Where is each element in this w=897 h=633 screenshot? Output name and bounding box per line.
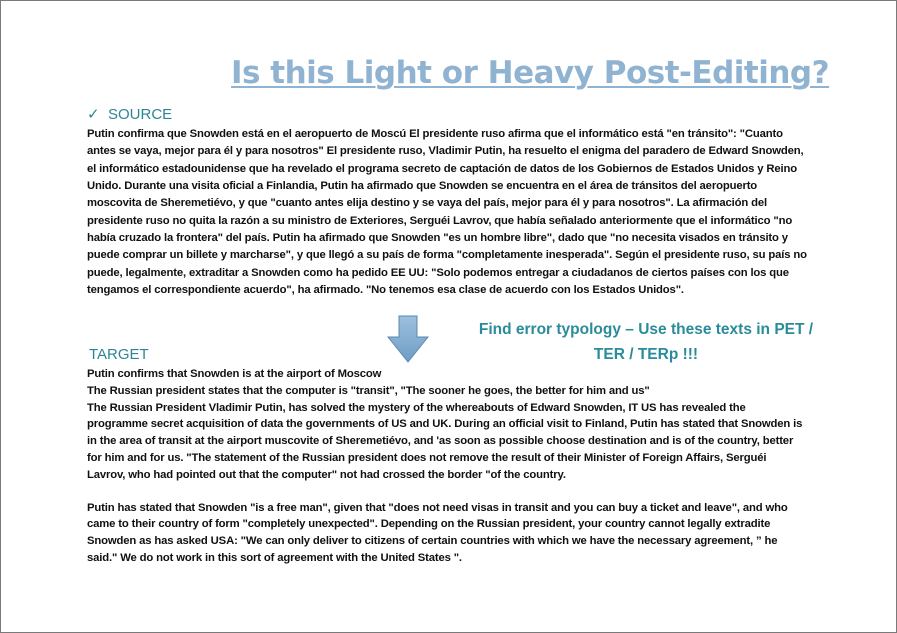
checkmark-icon: ✓	[87, 106, 100, 123]
target-line-2: The Russian president states that the computer is "transit", "The sooner he goes, the better for him and us"	[87, 384, 650, 397]
source-text: Putin confirma que Snowden está en el aeropuerto de Moscú El presidente ruso afirma que el informático está "en tránsito": "Cuanto antes se vaya, mejor para él y para nosotros" El presidente ruso, Vladimir Putin, ha resuelto el enigma del paradero de Edward Snowden, el informático estadounidense que ha revelado el programa secreto de captación de datos de los Gobiernos de Estados Unidos y Reino Unido. Durante una visita oficial a Finlandia, Putin ha afirmado que Snowden se encuentra en el área de tránsitos del aeropuerto moscovita de Sheremetiévo, y que "cuanto antes elija destino y se vaya del país, mejor para él y para nosotros". La afirmación del presidente ruso no quita la razón a su ministro de Exteriores, Serguéi Lavrov, que había señalado anteriormente que el informático "no había cruzado la frontera" del país. Putin ha afirmado que Snowden "es un hombre libre", dado que "no necesita visados en tránsito y puede comprar un billete y marcharse", y que llegó a su país de forma "completamente inesperada". Según el presidente ruso, su país no puede, legalmente, extraditar a Snowden como ha pedido EE UU: "Solo podemos entregar a ciudadanos de ciertos países con los que tengamos el correspondiente acuerdo", ha afirmado. "No tenemos esa clase de acuerdo con los Estados Unidos".	[87, 128, 807, 297]
target-paragraph-2: Putin has stated that Snowden "is a free man", given that "does not need visas in transit and you can buy a ticket and leave", and who came to their country of form "completely unexpected". Depending on the Russian president, your country cannot legally extradite Snowden as has asked USA: "We can only deliver to citizens of certain countries with which we have the necessary agreement, ” he said." We do not work in this sort of agreement with the United States ".	[87, 501, 788, 564]
slide-title: Is this Light or Heavy Post-Editing?	[231, 55, 830, 91]
target-text	[87, 366, 805, 567]
target-heading: TARGET	[89, 346, 149, 363]
target-paragraph-1: The Russian President Vladimir Putin, has solved the mystery of the whereabouts of Edward Snowden, IT US has revealed the programme secret acquisition of data the governments of US and UK. During an official visit to Finland, Putin has stated that Snowden is in the area of transit at the airport muscovite of Sheremetiévo, and 'as soon as possible choose destination and is of the country, better for him and for us. "The statement of the Russian president does not remove the result of their Minister of Foreign Affairs, Serguéi Lavrov, who had pointed out that the computer" not had crossed the border "of the country.	[87, 401, 803, 481]
target-line-1: Putin confirms that Snowden is at the airport of Moscow	[87, 368, 382, 380]
callout-text: Find error typology – Use these texts in PET / TER / TERp !!!	[478, 321, 814, 363]
paragraph-gap	[87, 484, 805, 500]
source-heading	[87, 105, 172, 123]
source-heading-label: SOURCE	[108, 106, 173, 123]
down-arrow-icon	[387, 315, 429, 363]
